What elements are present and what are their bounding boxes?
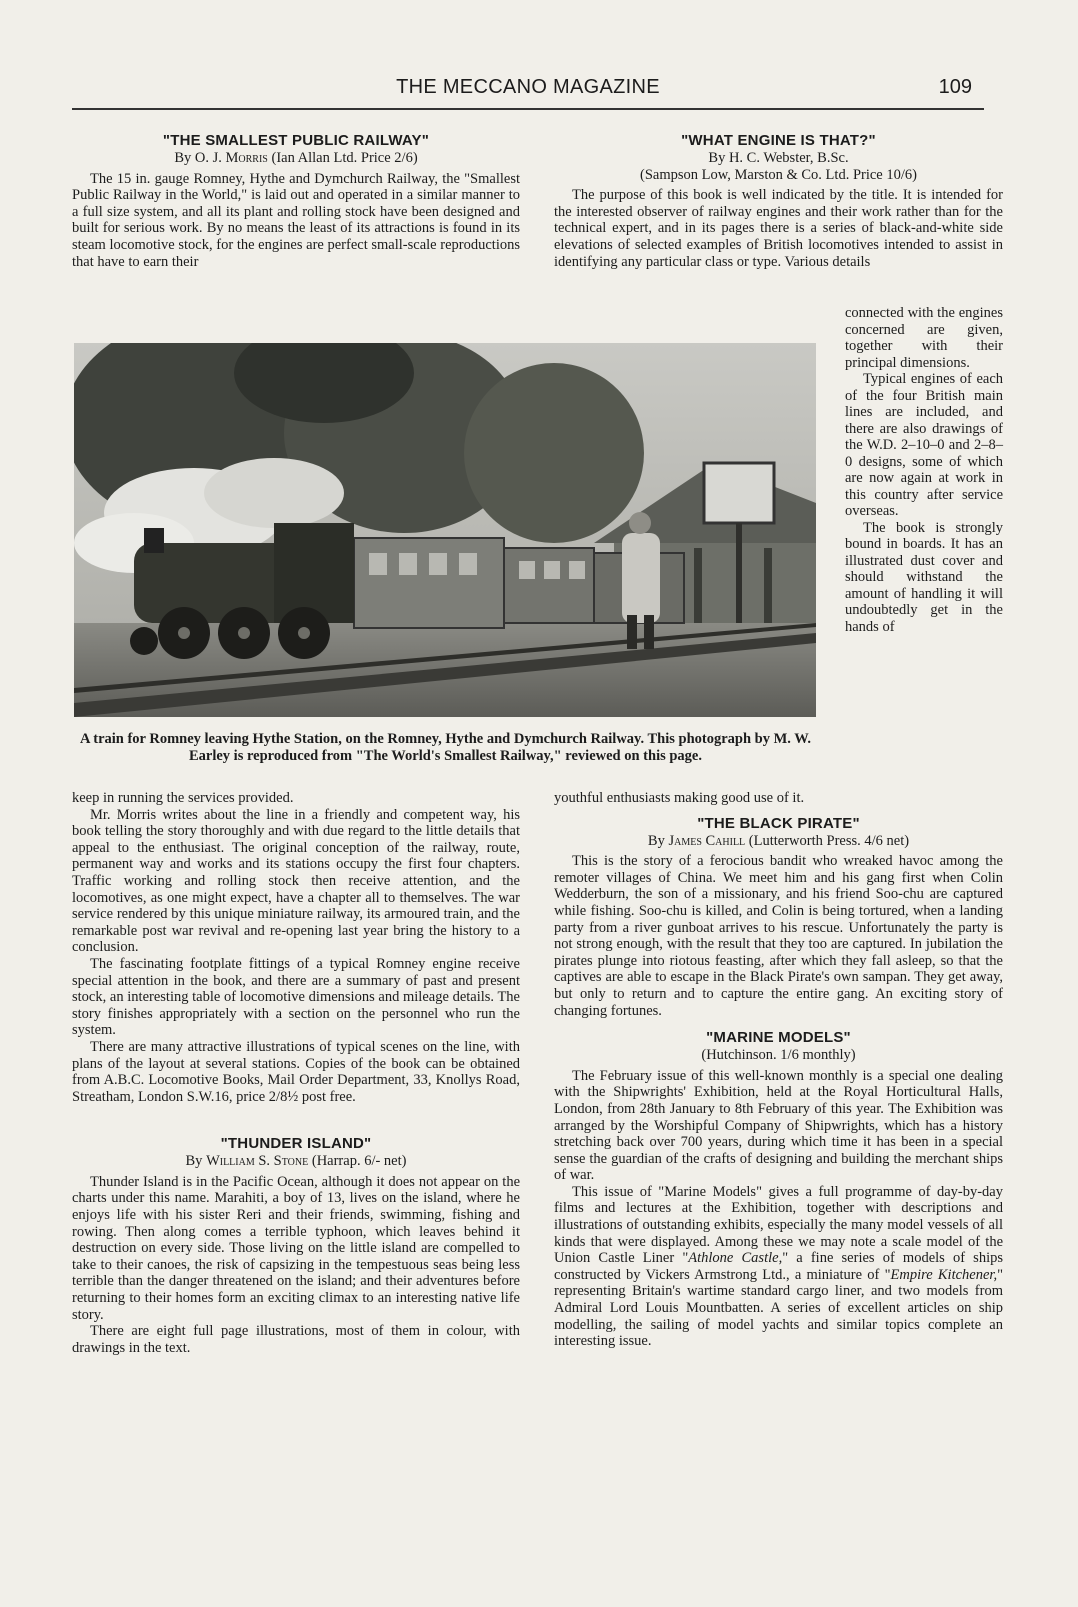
review-byline: By James Cahill (Lutterworth Press. 4/6 net) — [647, 832, 910, 849]
paragraph: The 15 in. gauge Romney, Hythe and Dymchurch Railway, the "Smallest Public Railway in the World," is laid out and operated in a similar manner to a full size system, and all its plant and rolling stock have been designed and built for serious work. By no means the least of its attractions is found in its steam locomotive stock, for the engines are perfect small-scale reproductions that have to earn their — [72, 170, 520, 270]
author-name: Morris — [225, 150, 268, 166]
review-what-engine-top — [554, 132, 1003, 270]
page-header — [72, 76, 984, 108]
author-name: James Cahill — [668, 832, 746, 849]
paragraph: Typical engines of each of the four British main lines are included, and there are also drawings of the W.D. 2–10–0 and 2–8–0 designs, some of which are now again at work in this country after service overseas. — [845, 371, 1003, 519]
author-name: Webster — [763, 150, 810, 166]
page-number: 109 — [938, 76, 972, 98]
review-byline: By H. C. Webster, B.Sc. — [708, 150, 849, 166]
paragraph: keep in running the services provided. — [72, 790, 294, 806]
review-byline: By William S. Stone (Harrap. 6/- net) — [185, 1153, 407, 1170]
review-smallest-railway-top — [72, 132, 520, 270]
review-byline: By O. J. Morris (Ian Allan Ltd. Price 2/6) — [174, 150, 418, 166]
publisher-line: (Sampson Low, Marston & Co. Ltd. Price 10/6) — [640, 166, 917, 183]
review-title: "THE SMALLEST PUBLIC RAILWAY" — [162, 132, 430, 149]
publisher-line: (Hutchinson. 1/6 monthly) — [701, 1047, 856, 1064]
train-photo-illustration — [74, 343, 816, 717]
ship-name: Athlone Castle, — [688, 1250, 783, 1267]
paragraph: This issue of "Marine Models" gives a full programme of day-by-day films and lectures at the Exhibition, together with descriptions and illustrations of outstanding exhibits, especially the many model vessels of all kinds that were displayed. Among these we may note a scale model of the Union Castle Liner "Athlone Castle," a fine series of models of ships constructed by Vickers Armstrong Ltd., a miniature of "Empire Kitchener," representing Britain's wartime standard cargo liner, and two models from Admiral Lord Louis Mountbatten. A series of excellent articles on ship modelling, the sailing of model yachts and similar topics complete an interesting issue. — [554, 1183, 1003, 1350]
header-rule — [72, 108, 984, 110]
paragraph: connected with the engines concerned are given, together with their principal dimensions. — [845, 305, 1003, 371]
photo-caption: A train for Romney leaving Hythe Station, on the Romney, Hythe and Dymchurch Railway. This photograph by M. W. Earley is reproduced from "The World's Smallest Railway," reviewed on this page. — [79, 731, 812, 764]
review-smallest-railway-bottom — [72, 790, 520, 1356]
train-photograph — [74, 343, 816, 717]
paragraph: Mr. Morris writes about the line in a friendly and competent way, his book telling the story thoroughly and with due regard to the little details that appeal to the enthusiast. The original conception of the railway, route, permanent way and works and its stations occupy the first four chapters. Traffic working and rolling stock then receive attention, and the locomotives, as one might expect, have a chapter all to themselves. The war service rendered by this unique miniature railway, its armoured train, and the remarkable post war revival and re-opening last year bring the history to a conclusion. — [72, 806, 520, 956]
review-what-engine-narrow — [845, 305, 1003, 635]
paragraph: There are many attractive illustrations of typical scenes on the line, with plans of the layout at several stations. Copies of the book can be obtained from A.B.C. Locomotive Books, Mail Order Department, 33, Knollys Road, Streatham, London S.W.16, price 2/8½ post free. — [72, 1038, 520, 1105]
review-title-thunder-island: "THUNDER ISLAND" — [220, 1135, 372, 1153]
review-title-black-pirate: "THE BLACK PIRATE" — [697, 814, 860, 832]
review-title-marine-models: "MARINE MODELS" — [706, 1029, 851, 1047]
paragraph: There are eight full page illustrations, most of them in colour, with drawings in the text. — [72, 1323, 520, 1356]
review-right-bottom — [554, 790, 1003, 1350]
paragraph: youthful enthusiasts making good use of it. — [554, 790, 805, 806]
author-name: William S. Stone — [206, 1153, 309, 1170]
paragraph: The purpose of this book is well indicated by the title. It is intended for the interested observer of railway engines and their work rather than for the technical expert, and in its pages there is a series of black-and-white side elevations of selected examples of British locomotives intended to assist in identifying any particular class or type. Various details — [554, 187, 1003, 270]
ship-name: Empire Kitchener, — [890, 1266, 998, 1283]
paragraph: Thunder Island is in the Pacific Ocean, although it does not appear on the charts under this name. Marahiti, a boy of 13, lives on the island, where he enjoys life with his sister Reri and their friends, swimming, fishing and rowing. Then along comes a terrible typhoon, which leaves behind it destruction on every side. Those living on the little island are compelled to take to their canoes, the risk of capsizing in the tempestuous seas being less terrible than the danger threatened on the island; and their adventures before returning to their homes form an exciting climax to an interesting native life story. — [72, 1173, 520, 1323]
magazine-title: THE MECCANO MAGAZINE — [396, 76, 660, 98]
paragraph: This is the story of a ferocious bandit who wreaked havoc among the remoter villages of China. We meet him and his gang first when Colin Wedderburn, the son of a missionary, and his friend Soo-chu are captured while fishing. Soo-chu is killed, and Colin is being tortured, when a landing party from a river gunboat arrives to his rescue. Unfortunately the party is not strong enough, with the result that they too are captured. In jubilation the pirates plunge into riotous feasting, after which they fall asleep, so that the captives are able to escape in the Black Pirate's own sampan. They get away, but only to return and to capture the entire gang. An exciting story of changing fortunes. — [554, 853, 1003, 1019]
paragraph: The book is strongly bound in boards. It has an illustrated dust cover and should withstand the amount of handling it will undoubtedly get in the hands of — [845, 519, 1003, 635]
paragraph: The fascinating footplate fittings of a typical Romney engine receive special attention in the book, and there are a summary of past and present stock, an interesting table of locomotive dimensions and mileage details. The story finishes appropriately with a section on the personnel who run the system. — [72, 955, 520, 1039]
paragraph: The February issue of this well-known monthly is a special one dealing with the Shipwrights' Exhibition, held at the Royal Horticultural Halls, London, from 28th January to 8th February of this year. The Exhibition was arranged by the Worshipful Company of Shipwrights, which has a history stretching back over 700 years, during which time it has been in a special sense the guardian of the crafts of designing and building the merchant ships of war. — [554, 1067, 1003, 1184]
review-title: "WHAT ENGINE IS THAT?" — [681, 132, 876, 149]
